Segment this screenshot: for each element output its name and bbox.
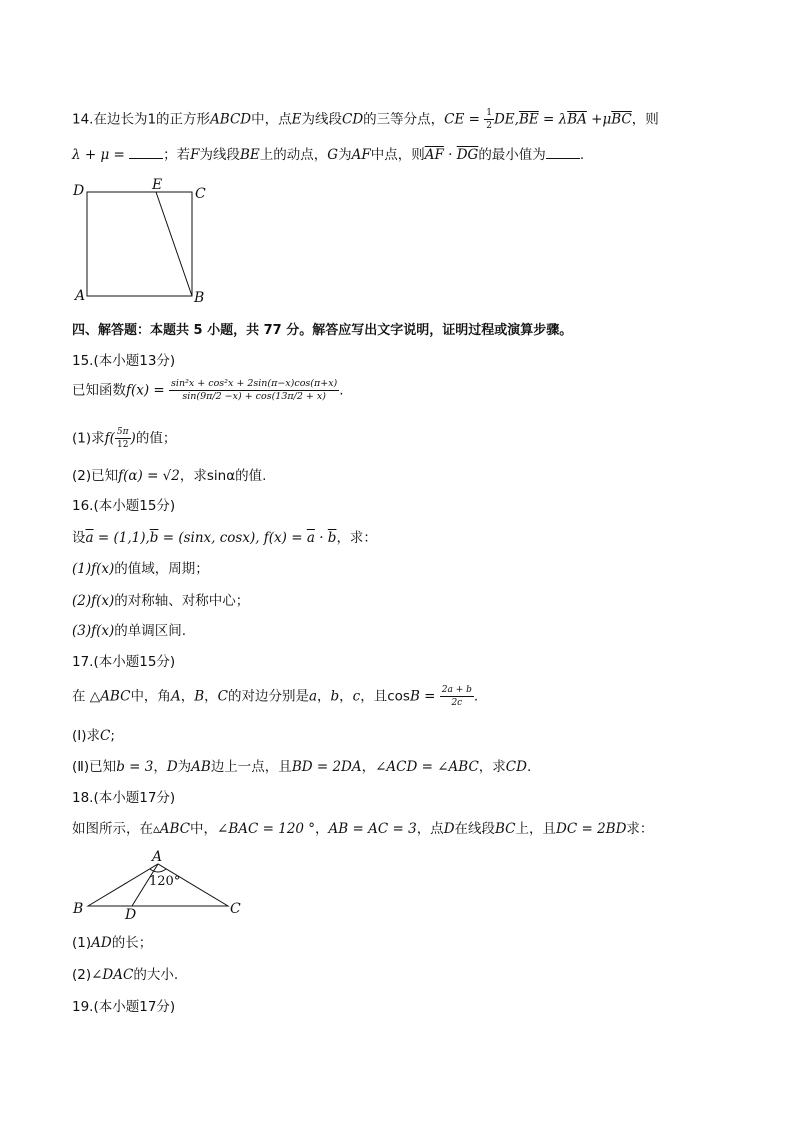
q17-math: c xyxy=(352,688,361,705)
q17-text: (Ⅱ)已知 xyxy=(72,759,117,775)
fraction-denominator: 2 xyxy=(486,121,492,131)
q15-text: 的值； xyxy=(135,430,177,447)
label-A: A xyxy=(75,288,86,304)
q17-text: 的对边分别是 xyxy=(227,688,309,705)
q17-math: CD xyxy=(505,759,527,775)
triangle-figure xyxy=(70,848,245,923)
q18-text: (2) xyxy=(72,967,92,983)
vector-b: $\overline{b}$ xyxy=(149,530,159,546)
q17-text: ， xyxy=(361,759,376,775)
q17-text: . xyxy=(526,759,532,775)
q14-math: ABCD xyxy=(210,111,252,128)
q17-heading: 17.(本小题15分) xyxy=(72,654,176,670)
q17-text: ; xyxy=(110,728,115,744)
q17-text: 中，角 xyxy=(130,688,171,705)
q17-part2 xyxy=(72,758,531,776)
q14-text: 的最小值为 xyxy=(478,147,546,163)
fraction-numerator: sin²x + cos²x + 2sin(π−x)cos(π+x) xyxy=(171,378,338,389)
q16-part3 xyxy=(72,622,186,640)
q14-line2 xyxy=(72,146,584,164)
q14-math: CD xyxy=(342,111,364,128)
label-E: E xyxy=(152,177,163,193)
q16-definition xyxy=(72,529,377,547)
fraction-numerator: 5π xyxy=(116,427,129,437)
q16-math: (1)f(x) xyxy=(72,561,115,577)
segment-BE xyxy=(156,192,192,296)
q14-text: 为线段 xyxy=(301,111,342,128)
q14-text: 上的动点， xyxy=(259,147,328,163)
angle-label: 120° xyxy=(149,874,181,889)
q17-part1 xyxy=(72,727,115,745)
q17-math: C xyxy=(100,728,111,744)
q15-fraction xyxy=(115,426,131,451)
q18-text: ， xyxy=(315,821,329,837)
q14-text: 为 xyxy=(338,147,352,163)
q14-text: 的三等分点， xyxy=(363,111,445,128)
q14-math: = λ xyxy=(538,111,568,128)
q17-math: C xyxy=(217,688,228,705)
q14-math: BE xyxy=(240,147,260,163)
q17-text: ， xyxy=(339,688,353,705)
label-B: B xyxy=(73,901,84,917)
q17-math: BD = 2DA xyxy=(291,759,362,775)
q17-text: (Ⅰ)求 xyxy=(72,728,101,744)
q15-definition xyxy=(72,378,344,412)
q18-text: 在线段 xyxy=(454,821,496,837)
q14-math: +μ xyxy=(586,111,612,128)
q14-text: 中点，则 xyxy=(370,147,425,163)
q18-math: ∠BAC = 120 ° xyxy=(217,821,316,837)
q18-math: ▵ABC xyxy=(153,821,191,837)
fraction-denominator: 12 xyxy=(116,440,129,450)
label-D: D xyxy=(73,183,85,199)
label-D: D xyxy=(125,907,137,923)
q16-text: ，求： xyxy=(336,530,377,546)
q18-math: BC xyxy=(495,821,516,837)
vector-DG: $\overline{DG}$ xyxy=(456,147,479,163)
q16-part2 xyxy=(72,592,249,610)
q15-part1 xyxy=(72,426,176,456)
q14-math: G xyxy=(327,147,339,163)
square-figure xyxy=(72,176,222,308)
q15-math: ) xyxy=(130,430,136,447)
square-ABCD xyxy=(87,192,192,296)
label-C: C xyxy=(230,901,241,917)
q15-text: 已知函数 xyxy=(72,382,126,399)
q15-part2 xyxy=(72,467,266,485)
q17-math: = xyxy=(419,688,440,705)
q15-fraction xyxy=(169,378,339,403)
q15-heading: 15.(本小题13分) xyxy=(72,353,176,369)
q18-heading: 18.(本小题17分) xyxy=(72,790,176,806)
q17-math: B xyxy=(194,688,205,705)
q14-math: AF xyxy=(351,147,371,163)
q17-text: ，且cos xyxy=(360,688,410,705)
vector-BE: $\overline{BE}$ xyxy=(518,111,539,128)
q16-math: (2)f(x) xyxy=(72,593,115,609)
vector-a: $\overline{a}$ xyxy=(306,530,315,546)
q15-text: . xyxy=(339,382,344,399)
q17-text: 边上一点，且 xyxy=(210,759,292,775)
q16-text: 设 xyxy=(72,530,86,546)
q18-math: D xyxy=(443,821,455,837)
angle-arc xyxy=(150,869,166,872)
q15-math: f(x) = xyxy=(126,382,170,399)
q17-math: ABC xyxy=(100,688,131,705)
q14-fraction xyxy=(484,107,494,132)
q18-text: (1) xyxy=(72,935,92,951)
q14-text: ；若 xyxy=(163,147,191,163)
fraction-numerator: 2a + b xyxy=(441,685,472,695)
q16-part1 xyxy=(72,560,209,578)
q14-text: ，则 xyxy=(631,111,659,128)
q15-text: (1)求 xyxy=(72,430,105,447)
q14-math: F xyxy=(190,147,200,163)
q14-text: 中，点 xyxy=(251,111,292,128)
q16-math: (3)f(x) xyxy=(72,623,115,639)
fraction-denominator: 2c xyxy=(451,698,463,708)
q14-math: E xyxy=(291,111,302,128)
vector-BC: $\overline{BC}$ xyxy=(611,111,632,128)
q14-math: CE = xyxy=(444,111,485,128)
q14-math: λ + μ = xyxy=(72,147,130,163)
vector-b: $\overline{b}$ xyxy=(327,530,337,546)
q14-math: · xyxy=(443,147,457,163)
q14-text: 14.在边长为1的正方形 xyxy=(72,111,211,128)
label-B: B xyxy=(194,290,205,306)
q15-math: f( xyxy=(104,430,115,447)
q17-text: . xyxy=(473,688,479,705)
fraction-denominator: sin(9π/2 −x) + cos(13π/2 + x) xyxy=(182,391,326,402)
q18-math: DC = 2BD xyxy=(556,821,627,837)
vector-BA: $\overline{BA}$ xyxy=(567,111,587,128)
q17-text: ， xyxy=(180,688,195,705)
q16-text: 的单调区间. xyxy=(114,623,187,639)
q14-math: DE, xyxy=(493,111,519,128)
answer-blank xyxy=(546,146,580,159)
q18-text: 求： xyxy=(626,821,654,837)
q17-fraction xyxy=(440,684,474,709)
q18-text: 中， xyxy=(190,821,218,837)
q17-math: b xyxy=(330,688,340,705)
q16-math: = (1,1), xyxy=(93,530,150,546)
q14-line1 xyxy=(72,107,659,132)
q18-text: 的长； xyxy=(111,935,153,951)
q19-heading: 19.(本小题17分) xyxy=(72,999,176,1015)
q17-math: AB xyxy=(191,759,211,775)
q16-text: 的对称轴、对称中心； xyxy=(114,593,250,609)
vector-a: $\overline{a}$ xyxy=(85,530,94,546)
q17-math: ∠ACD = ∠ABC xyxy=(375,759,479,775)
q17-text: ， xyxy=(317,688,331,705)
q17-text: ， xyxy=(153,759,167,775)
q17-math: A xyxy=(170,688,181,705)
section-heading: 四、解答题：本题共 5 小题，共 77 分。解答应写出文字说明，证明过程或演算步骤。 xyxy=(72,323,573,338)
vector-AF: $\overline{AF}$ xyxy=(424,147,444,163)
q17-math: b = 3 xyxy=(116,759,154,775)
q18-math: AD xyxy=(91,935,112,951)
q14-text: . xyxy=(579,147,585,163)
q15-text: ，求sinα的值. xyxy=(179,468,267,484)
q18-statement xyxy=(72,820,653,838)
q18-text: 的大小. xyxy=(133,967,179,983)
q18-math: ∠DAC xyxy=(91,967,134,983)
q17-math: B xyxy=(409,688,420,705)
label-A: A xyxy=(152,849,163,865)
q16-text: 的值域，周期； xyxy=(114,561,209,577)
q18-text: 上，且 xyxy=(515,821,557,837)
q15-math: f(α) = √2 xyxy=(118,468,180,484)
answer-blank xyxy=(129,146,163,159)
q17-text: ，求 xyxy=(478,759,506,775)
q18-text: 如图所示，在 xyxy=(72,821,153,837)
q17-text: ， xyxy=(204,688,218,705)
q16-heading: 16.(本小题15分) xyxy=(72,498,176,514)
q17-math: a xyxy=(308,688,318,705)
q17-math: D xyxy=(166,759,178,775)
q16-math: · xyxy=(314,530,328,546)
q18-math: AB = AC = 3 xyxy=(328,821,417,837)
q15-text: (2)已知 xyxy=(72,468,119,484)
q16-math: = (sinx, cosx), f(x) = xyxy=(158,530,307,546)
q18-part1 xyxy=(72,934,152,952)
fraction-numerator: 1 xyxy=(486,108,492,118)
q18-text: ，点 xyxy=(416,821,444,837)
q17-statement xyxy=(72,684,478,714)
q14-text: 为线段 xyxy=(199,147,240,163)
q18-part2 xyxy=(72,966,178,984)
label-C: C xyxy=(195,186,206,202)
q17-text: 为 xyxy=(177,759,192,775)
q17-text: 在 △ xyxy=(72,688,101,705)
